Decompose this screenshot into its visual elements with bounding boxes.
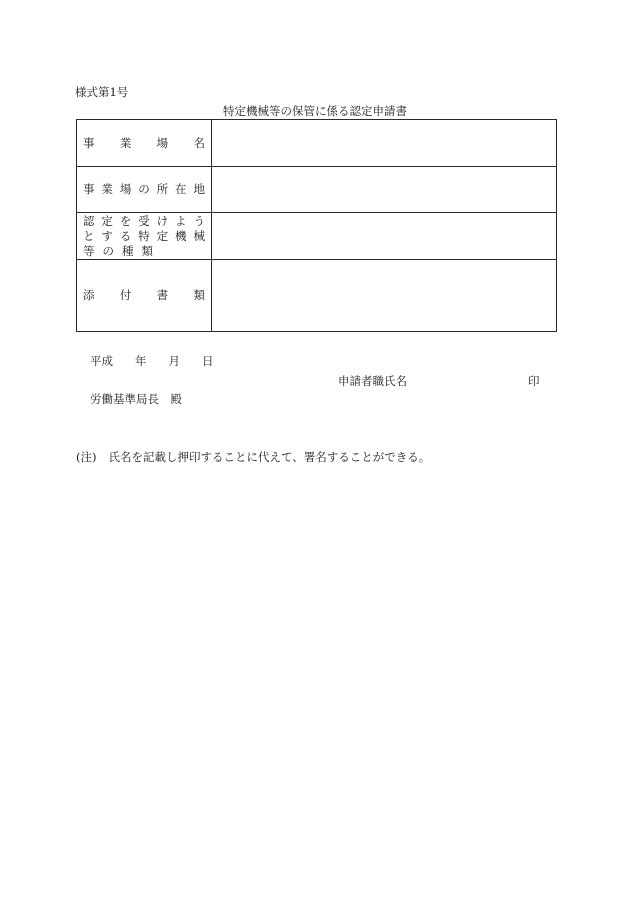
seal-mark: 印: [528, 374, 540, 388]
label-char: 等: [83, 243, 95, 258]
label-attachments: [77, 260, 212, 332]
label-char: と: [83, 228, 95, 243]
date-month: 月: [168, 354, 180, 368]
date-era: 平成: [90, 354, 113, 368]
addressee: 労働基準局長 殿: [90, 392, 182, 406]
label-char: 場: [119, 182, 132, 196]
label-char: の: [102, 243, 114, 258]
label-char: 認: [83, 213, 95, 228]
label-line: [77, 288, 211, 303]
label-char: 定: [156, 228, 169, 243]
document-title: 特定機械等の保管に係る認定申請書: [223, 104, 407, 118]
label-char: 定: [101, 213, 113, 228]
label-char: よ: [175, 213, 187, 228]
label-char: を: [119, 213, 132, 228]
date-day: 日: [202, 354, 214, 368]
applicant-label: 申請者職氏名: [338, 374, 407, 388]
label-char: 業: [119, 135, 132, 150]
row-machine-type: [77, 213, 557, 260]
label-char: 事: [83, 135, 95, 150]
label-line: [77, 244, 211, 259]
row-workplace-address: [77, 167, 557, 213]
label-char: 所: [156, 182, 169, 196]
label-char: 械: [193, 228, 205, 243]
label-line: [77, 214, 211, 229]
date-year: 年: [135, 354, 147, 368]
label-char: 在: [175, 182, 187, 196]
application-table: [76, 119, 557, 332]
label-char: う: [193, 213, 205, 228]
form-number: 様式第1号: [75, 85, 129, 99]
label-char: 特: [138, 228, 150, 243]
label-char: 付: [119, 288, 132, 302]
field-workplace-address[interactable]: [212, 167, 557, 213]
label-char: 書: [156, 288, 169, 302]
label-char: 受: [138, 213, 150, 228]
date-line: [90, 353, 214, 369]
label-line: [77, 182, 211, 197]
label-char: 類: [141, 243, 153, 258]
label-workplace-name: [77, 120, 212, 167]
label-char: 種: [122, 243, 134, 258]
label-char: 場: [156, 135, 169, 150]
footnote: [76, 449, 430, 465]
label-char: 機: [175, 228, 187, 243]
label-char: 業: [101, 182, 113, 196]
label-char: 名: [193, 135, 205, 150]
label-workplace-address: [77, 167, 212, 213]
field-workplace-name[interactable]: [212, 120, 557, 167]
label-char: け: [156, 213, 169, 228]
label-line: [77, 136, 211, 151]
label-char: 添: [83, 288, 95, 302]
label-char: る: [119, 228, 132, 243]
label-char: の: [138, 182, 150, 196]
label-char: 類: [193, 288, 205, 302]
label-line: [77, 229, 211, 244]
note-mark: (注): [76, 450, 97, 464]
row-attachments: [77, 260, 557, 332]
label-char: す: [101, 228, 113, 243]
label-machine-type: [77, 213, 212, 260]
field-machine-type[interactable]: [212, 213, 557, 260]
note-text: 氏名を記載し押印することに代えて、署名することができる。: [108, 450, 431, 464]
row-workplace-name: [77, 120, 557, 167]
label-char: 地: [193, 182, 205, 196]
label-char: 事: [83, 182, 95, 196]
field-attachments[interactable]: [212, 260, 557, 332]
